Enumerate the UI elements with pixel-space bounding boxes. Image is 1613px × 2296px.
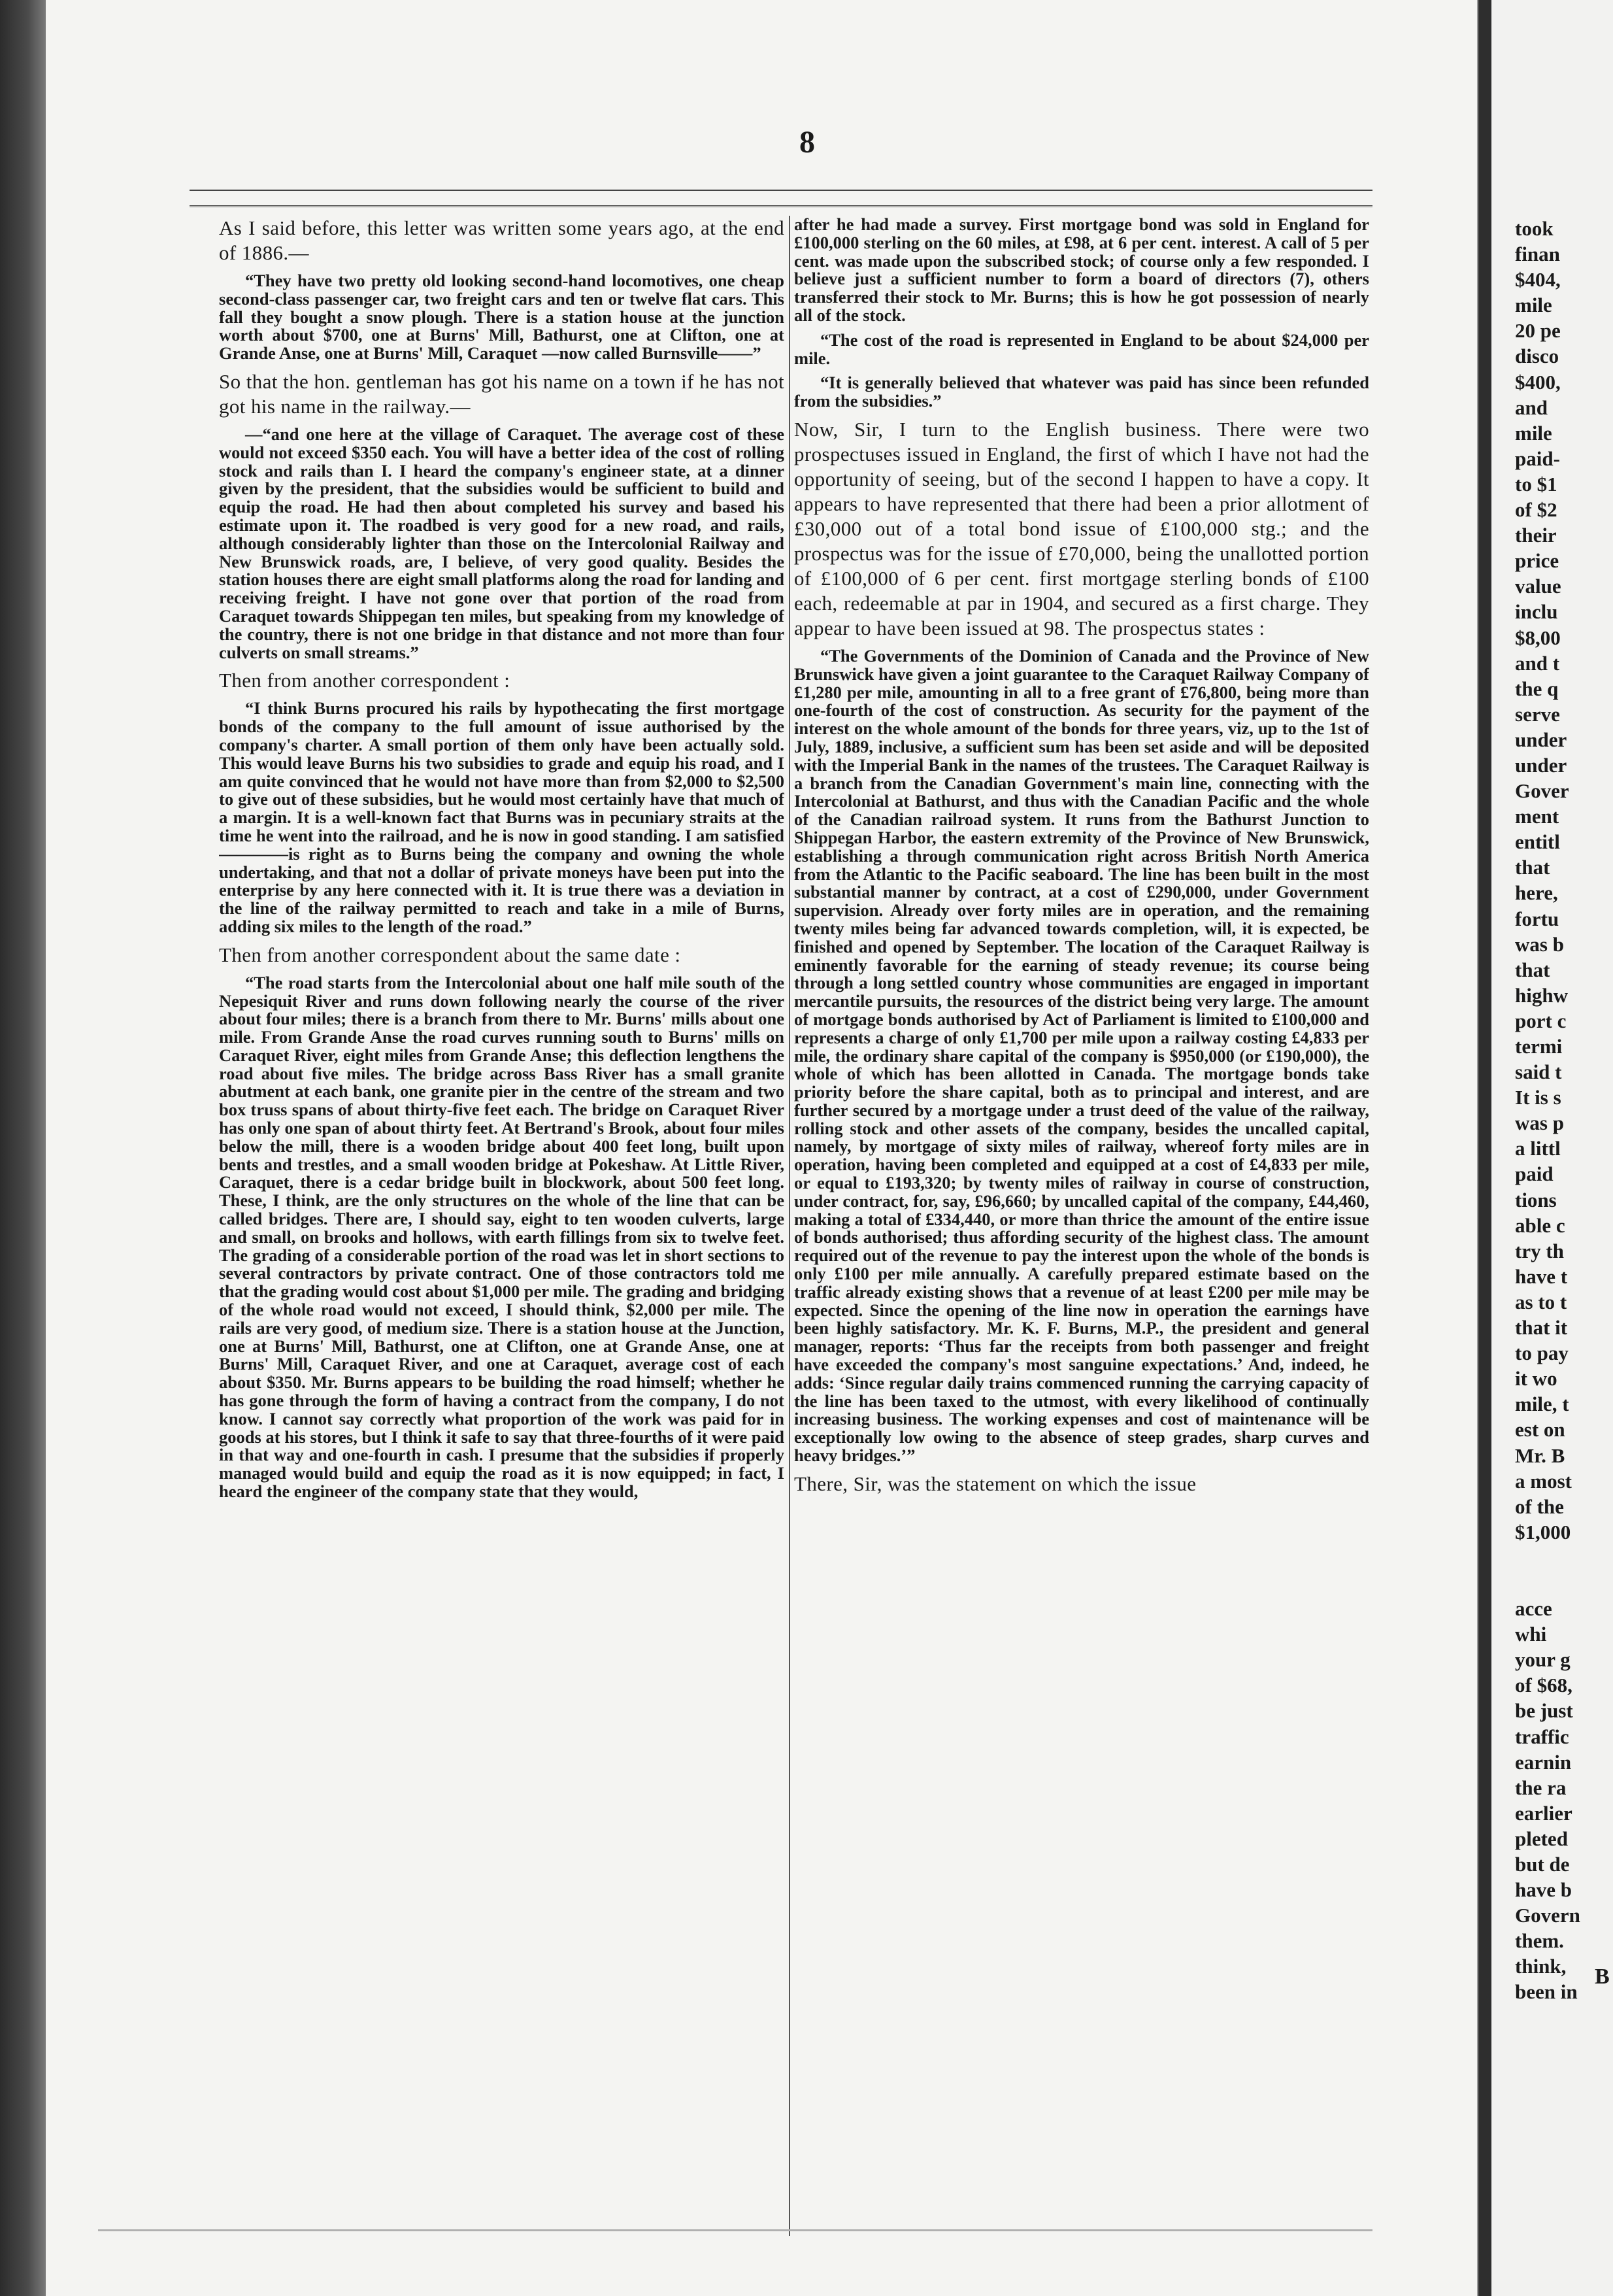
adjacent-page-line: It is s xyxy=(1515,1086,1561,1109)
right-text-column xyxy=(794,216,1369,2236)
adjacent-page-line: that xyxy=(1515,856,1550,879)
adjacent-page-line: was p xyxy=(1515,1111,1564,1135)
adjacent-page-line: pleted xyxy=(1515,1827,1568,1850)
adjacent-page-line: port c xyxy=(1515,1009,1567,1032)
adjacent-page-line: Gover xyxy=(1515,779,1569,803)
adjacent-page-line: $8,00 xyxy=(1515,626,1561,649)
quoted-paragraph: “It is generally believed that whatever was paid has since been refunded from the subsidies.” xyxy=(794,373,1369,411)
adjacent-page-line: able c xyxy=(1515,1213,1565,1237)
adjacent-page-line: of $2 xyxy=(1515,498,1557,522)
quoted-paragraph: “I think Burns procured his rails by hypothecating the first mortgage bonds of the company to the full amount of issue authorised by the company's charter. A small portion of them only have been actually sold. This would leave Burns his two subsidies to grade and equip his road, and I am quite convinced that he would not have more than from $2,000 to $2,500 to give out of these subsidies, but he would most certainly have that much of a margin. It is a well-known fact that Burns was in pecuniary straits at the time he went into the railroad, and he is now in good standing. I am satisfied————is right as to Burns being the company and owning the whole undertaking, and that not a dollar of private moneys have been put into the enterprise by any here connected with it. It is true there was a deviation in the line of the railway permitted to reach and take in a mile of Burns, adding six miles to the length of the road.” xyxy=(219,698,784,936)
adjacent-page-line: have b xyxy=(1515,1878,1572,1902)
adjacent-page-line: $1,000 xyxy=(1515,1520,1571,1544)
quoted-paragraph: “The cost of the road is represented in England to be about $24,000 per mile. xyxy=(794,329,1369,368)
adjacent-page-line: their xyxy=(1515,524,1557,547)
adjacent-page-line: but de xyxy=(1515,1853,1570,1876)
scan-edge-left xyxy=(0,0,46,2296)
adjacent-page-footer: B xyxy=(1595,1965,1610,1989)
adjacent-page-line: mile xyxy=(1515,294,1552,317)
adjacent-page-line: Govern xyxy=(1515,1904,1580,1927)
quoted-paragraph: “The road starts from the Intercolonial about one half mile south of the Nepesiquit River and runs down following nearly the course of the river about four miles; there is a branch from there to Mr. Burns' mills about one mile. From Grande Anse the road curves running south to Burns' mills on Caraquet River, eight miles from Grande Anse; this deflection lengthens the road about five miles. The bridge across Bass River has a small granite abutment at each bank, one granite pier in the centre of the stream and two box truss spans of about thirty-five feet each. The bridge on Caraquet River has only one span of about thirty feet. At Bertrand's Brook, about four miles below the mill, there is a wooden bridge about 400 feet long, built upon bents and trestles, and a small wooden bridge at Pokeshaw. At Little River, Caraquet, there is a cedar bridge built in blockwork, about 500 feet long. These, I think, are the only structures on the whole of the line that can be called bridges. There are, I should say, eight to ten wooden culverts, large and small, on brooks and hollows, with earth fillings from six to twelve feet. The grading of a considerable portion of the road was let in short sections to several contractors by private contract. One of those contractors told me that the grading would cost about $1,000 per mile. The grading and bridging of the whole road would not exceed, I should think, $2,000 per mile. The rails are very good, of medium size. There is a station house at the Junction, one at Burns' Mill, Bathurst, one at Clifton, one at Grande Anse, one at Burns' Mill, Caraquet River, and one at Caraquet, average cost of each about $350. Mr. Burns appears to be building the road himself; whether he has gone through the form of having a contract from the company, I do not know. I cannot say correctly what proportion of the work was paid for in goods at his stores, but I think it safe to say that three-fourths of it were paid in that way and one-fourth in cash. I presume that the subsidies if properly managed would build and equip the road as it is now equipped; in fact, I heard the engineer of the company state that they would, xyxy=(219,972,784,1502)
adjacent-page-line: under xyxy=(1515,753,1567,777)
adjacent-page-line xyxy=(1515,1545,1613,1570)
adjacent-page-text xyxy=(1515,216,1613,2125)
adjacent-page-line: and t xyxy=(1515,651,1560,675)
adjacent-page-line: mile, t xyxy=(1515,1393,1569,1416)
adjacent-page-line: tions xyxy=(1515,1188,1557,1211)
adjacent-page-line: ment xyxy=(1515,805,1559,828)
adjacent-page-line: finan xyxy=(1515,243,1560,266)
adjacent-page-line: whi xyxy=(1515,1623,1547,1646)
adjacent-page-line: the q xyxy=(1515,677,1559,700)
adjacent-page-line: paid xyxy=(1515,1162,1554,1186)
quoted-paragraph: after he had made a survey. First mortgage bond was sold in England for £100,000 sterling on the 60 miles, at £98, at 6 per cent. interest. A call of 5 per cent. was made upon the subscribed stock; of course only a few responded. I believe just a sufficient number to form a board of directors (7), others transferred their stock to Mr. Burns; this is how he got possession of nearly all of the stock. xyxy=(794,216,1369,325)
body-paragraph: Now, Sir, I turn to the English business. There were two prospectuses issued in England, the first of which I have not had the opportunity of seeing, but of the second I happen to have a copy. It appears to have represented that there had been a prior allotment of £30,000 out of a total bond issue of £100,000 stg.; and the prospectus was for the issue of £70,000, being the unallotted portion of £100,000 of 6 per cent. first mortgage sterling bonds of £100 each, redeemable at par in 1904, and secured as a first charge. They appear to have been issued at 98. The prospectus states : xyxy=(794,417,1369,639)
adjacent-page-line: of $68, xyxy=(1515,1674,1572,1697)
book-gutter xyxy=(1478,0,1491,2296)
adjacent-page-line: them. xyxy=(1515,1929,1564,1953)
adjacent-page-line: that xyxy=(1515,958,1550,981)
adjacent-page-line: the ra xyxy=(1515,1776,1567,1799)
adjacent-page-line: $400, xyxy=(1515,370,1561,394)
adjacent-page-line: est on xyxy=(1515,1418,1565,1442)
adjacent-page-line: paid- xyxy=(1515,447,1560,470)
adjacent-page-line: $404, xyxy=(1515,268,1561,292)
adjacent-page-line: fortu xyxy=(1515,907,1559,930)
adjacent-page-line: that it xyxy=(1515,1316,1568,1340)
body-paragraph: Then from another correspondent : xyxy=(219,669,510,692)
adjacent-page-line xyxy=(1515,1570,1613,1596)
quoted-paragraph: —“and one here at the village of Caraquet. The average cost of these would not exceed $350 each. You will have a better idea of the cost of rolling stock and rails than I. I heard the company's engineer state, at a dinner given by the president, that the subsidies would be sufficient to build and equip the road. He had then about completed his survey and based his estimate upon it. The roadbed is very good for a new road, and rails, although considerably lighter than those on the Intercolonial Railway and New Brunswick roads, are, I believe, of very good quality. Besides the station houses there are eight small platforms along the road for landing and receiving freight. I have not gone over that portion of the road from Caraquet towards Shippegan ten miles, but speaking from my knowledge of the country, there is not one bridge in that distance and not more than four culverts on small streams.” xyxy=(219,424,784,662)
adjacent-page-line: disco xyxy=(1515,345,1559,368)
adjacent-page-line: traffic xyxy=(1515,1725,1569,1748)
adjacent-page-line: it wo xyxy=(1515,1367,1557,1391)
adjacent-page-line: entitl xyxy=(1515,830,1560,854)
adjacent-page-line: was b xyxy=(1515,932,1564,956)
adjacent-page-line: highw xyxy=(1515,983,1568,1007)
adjacent-page-line: to $1 xyxy=(1515,472,1557,496)
adjacent-page-line: think, xyxy=(1515,1955,1567,1978)
adjacent-page-line: to pay xyxy=(1515,1342,1569,1365)
adjacent-page-line: a most xyxy=(1515,1469,1572,1493)
adjacent-page-line: inclu xyxy=(1515,600,1558,624)
bottom-rule xyxy=(98,2229,1372,2231)
adjacent-page-line: your g xyxy=(1515,1648,1571,1672)
adjacent-page-line: value xyxy=(1515,575,1561,598)
adjacent-page-line: under xyxy=(1515,728,1567,751)
body-paragraph: As I said before, this letter was written some years ago, at the end of 1886.— xyxy=(219,216,784,264)
page-number: 8 xyxy=(799,125,815,160)
adjacent-page-line: have t xyxy=(1515,1264,1568,1288)
adjacent-page-line: and xyxy=(1515,396,1548,419)
adjacent-page-line: serve xyxy=(1515,702,1560,726)
body-paragraph: So that the hon. gentleman has got his name on a town if he has not got his name in the railway.— xyxy=(219,369,784,418)
adjacent-page-line: earlier xyxy=(1515,1801,1572,1825)
adjacent-page-line: earnin xyxy=(1515,1750,1572,1774)
column-divider xyxy=(789,216,790,2236)
adjacent-page-line: acce xyxy=(1515,1597,1552,1621)
adjacent-page-line: try th xyxy=(1515,1239,1564,1262)
adjacent-page-line: been in xyxy=(1515,1980,1578,2004)
adjacent-page-line: be just xyxy=(1515,1699,1573,1723)
adjacent-page-line: mile xyxy=(1515,421,1552,445)
adjacent-page-line: said t xyxy=(1515,1060,1562,1084)
adjacent-page-line: Mr. B xyxy=(1515,1443,1565,1467)
adjacent-page-line: a littl xyxy=(1515,1137,1561,1160)
quoted-paragraph: “They have two pretty old looking second-hand locomotives, one cheap second-class passenger car, two freight cars and ten or twelve flat cars. This fall they bought a snow plough. There is a station house at the junction worth about $700, one at Burns' Mill, Bathurst, one at Clifton, one at Grande Anse, one at Burns' Mill, Caraquet —now called Burnsville——” xyxy=(219,271,784,363)
body-paragraph: There, Sir, was the statement on which the issue xyxy=(794,1472,1197,1495)
adjacent-page-line: 20 pe xyxy=(1515,319,1561,343)
adjacent-page-line: took xyxy=(1515,217,1554,240)
adjacent-page-line: of the xyxy=(1515,1494,1564,1518)
adjacent-page-line: here, xyxy=(1515,881,1558,905)
adjacent-page-line: as to t xyxy=(1515,1290,1567,1313)
adjacent-page-line: termi xyxy=(1515,1035,1563,1058)
adjacent-page-line: price xyxy=(1515,549,1559,573)
quoted-paragraph: “The Governments of the Dominion of Canada and the Province of New Brunswick have given a joint guarantee to the Caraquet Railway Company of £1,280 per mile, amounting in all to a free grant of £76,800, being more than one-fourth of the cost of construction. As security for the payment of the interest on the whole amount of the bonds for three years, viz, up to the 1st of July, 1889, inclusive, a sufficient sum has been set aside and will be deposited with the Imperial Bank in the names of the trustees. The Caraquet Railway is a branch from the Canadian Government's main line, connecting with the Intercolonial at Bathurst, and thus with the Canadian Pacific and the whole of the Canadian railroad system. It runs from the Bathurst Junction to Shippegan Harbor, the eastern extremity of the Province of New Brunswick, establishing a through communication right across British North America from the Atlantic to the Pacific seaboard. The line has been built in the most substantial manner by contract, at a cost of £290,000, under Government supervision. Already over forty miles are in operation, and the remaining twenty miles being far advanced towards completion, will, it is expected, be finished and opened by September. The location of the Caraquet Railway is eminently favorable for the earning of steady revenue; its course being through a long settled country whose communities are engaged in important mercantile pursuits, the resources of the district being very large. The amount of mortgage bonds authorised by Act of Parliament is limited to £100,000 and represents a charge of only £1,700 per mile upon a railway costing £4,833 per mile, the ordinary share capital of the company is $950,000 (or £190,000), the whole of which has been allotted in Canada. The mortgage bonds take priority before the share capital, both as to principal and interest, and are further secured by a mortgage under a trust deed of the value of the railway, rolling stock and other assets of the company, besides the uncalled capital, namely, by mortgage of sixty miles of railway, whereof forty miles are in operation, having been completed and equipped at a cost of £4,833 per mile, or equal to £193,320; by twenty miles of railway in course of construction, under contract, for, say, £96,660; by uncalled capital of the company, £44,460, making a total of £334,440, or more than thrice the amount of the entire issue of bonds authorised; thus affording security of the highest class. The amount required out of the revenue to pay the interest upon the whole of the bonds is only £100 per mile annually. A carefully prepared estimate based on the traffic already existing shows that a revenue of at least £200 per mile may be expected. Since the opening of the line now in operation the earnings have been highly satisfactory. Mr. K. F. Burns, M.P., the president and general manager, reports: ‘Thus far the receipts from both passenger and freight have exceeded the company's most sanguine expectations.’ And, indeed, he adds: ‘Since regular daily trains commenced running the carrying capacity of the line has been taxed to the utmost, with every likelihood of continually increasing business. The working expenses and cost of maintenance will be exceptionally low owing to the absence of steep grades, sharp curves and heavy bridges.’” xyxy=(794,645,1369,1466)
left-text-column xyxy=(219,216,784,2236)
body-paragraph: Then from another correspondent about the same date : xyxy=(219,943,681,966)
header-rule xyxy=(190,190,1372,207)
